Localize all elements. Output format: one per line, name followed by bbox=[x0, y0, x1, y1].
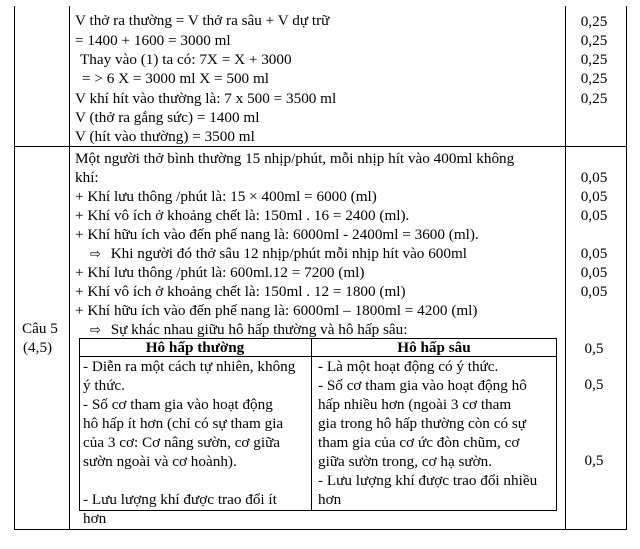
row-divider bbox=[14, 146, 627, 147]
outer-border-left bbox=[14, 6, 15, 530]
outer-border-bottom bbox=[14, 529, 627, 530]
arrow-right-icon: ⇨ bbox=[90, 323, 101, 338]
ct-border-bottom bbox=[79, 510, 557, 511]
q-score-7: 0,5 bbox=[584, 340, 604, 357]
ct-right-2: - Số cơ tham gia vào hoạt động hô bbox=[318, 377, 527, 394]
top-line-3: Thay vào (1) ta có: 7X = X + 3000 bbox=[80, 51, 292, 68]
q-score-1: 0,05 bbox=[580, 169, 608, 186]
ct-border-left bbox=[79, 338, 80, 511]
q-line-8: + Khí vô ích ở khoảng chết là: 150ml . 12 = 1800 (ml) bbox=[75, 283, 406, 300]
q-line-3: + Khí lưu thông /phút là: 15 × 400ml = 6000 (ml) bbox=[75, 188, 377, 205]
ct-left-2: ý thức. bbox=[83, 377, 125, 394]
ct-header-normal: Hô hấp thường bbox=[145, 339, 245, 356]
q-score-4: 0,05 bbox=[580, 245, 608, 262]
q-score-8: 0,5 bbox=[584, 376, 604, 393]
ct-border-mid bbox=[311, 338, 312, 511]
top-line-1: V thở ra thường = V thở ra sâu + V dự trữ bbox=[75, 12, 330, 29]
ct-header-deep: Hô hấp sâu bbox=[397, 339, 471, 356]
ct-right-4: gia trong hô hấp thường còn có sự bbox=[318, 415, 526, 432]
col-divider-1 bbox=[69, 6, 70, 530]
q-line-1: Một người thở bình thường 15 nhịp/phút, mỗi nhịp hít vào 400ml không bbox=[75, 150, 515, 167]
ct-left-3: - Số cơ tham gia vào hoạt động bbox=[83, 396, 273, 413]
col-divider-2 bbox=[565, 6, 566, 530]
top-line-6: V (thở ra gắng sức) = 1400 ml bbox=[75, 109, 260, 126]
q-line-10: Sự khác nhau giữu hô hấp thường và hô hấp sâu: bbox=[110, 321, 408, 338]
q-line-9: + Khí hữu ích vào đến phế nang là: 6000ml – 1800ml = 4200 (ml) bbox=[75, 302, 478, 319]
ct-border-right bbox=[556, 338, 557, 511]
ct-left-1: - Diễn ra một cách tự nhiên, không bbox=[83, 358, 296, 375]
arrow-right-icon: ⇨ bbox=[90, 247, 101, 262]
q-line-6-row bbox=[90, 245, 467, 264]
ct-left-8: hơn bbox=[83, 510, 107, 527]
q-line-2: khí: bbox=[75, 169, 99, 186]
q-line-5: + Khí hữu ích vào đến phế nang là: 6000ml - 2400ml = 3600 (ml). bbox=[75, 226, 479, 243]
q-score-3: 0,05 bbox=[580, 207, 608, 224]
q-line-6: Khi người đó thở sâu 12 nhịp/phút mỗi nhịp hít vào 600ml bbox=[110, 245, 468, 262]
ct-left-5: của 3 cơ: Cơ nâng sườn, cơ giữa bbox=[83, 434, 281, 451]
top-score-2: 0,25 bbox=[580, 32, 608, 49]
ct-right-7: - Lưu lượng khí được trao đổi nhiều bbox=[318, 472, 538, 489]
top-line-2: = 1400 + 1600 = 3000 ml bbox=[75, 32, 231, 49]
top-score-5: 0,25 bbox=[580, 90, 608, 107]
q-score-9: 0,5 bbox=[584, 452, 604, 469]
question-label: Câu 5 bbox=[22, 320, 58, 337]
top-score-4: 0,25 bbox=[580, 70, 608, 87]
ct-left-6: sườn ngoài và cơ hoành). bbox=[83, 453, 237, 470]
ct-right-5: tham gia của cơ ức đòn chũm, cơ bbox=[318, 434, 520, 451]
ct-left-4: hô hấp ít hơn (chỉ có sự tham gia bbox=[83, 415, 284, 432]
q-score-5: 0,05 bbox=[580, 264, 608, 281]
q-score-2: 0,05 bbox=[580, 188, 608, 205]
top-score-3: 0,25 bbox=[580, 51, 608, 68]
top-line-7: V (hít vào thường) = 3500 ml bbox=[75, 128, 255, 145]
ct-right-6: giữa sườn trong, cơ hạ sườn. bbox=[318, 453, 493, 470]
q-line-7: + Khí lưu thông /phút là: 600ml.12 = 7200 (ml) bbox=[75, 264, 365, 281]
outer-border-right bbox=[626, 6, 627, 530]
ct-right-1: - Là một hoạt động có ý thức. bbox=[318, 358, 499, 375]
ct-left-7: - Lưu lượng khí được trao đổi ít bbox=[83, 491, 277, 508]
ct-right-3: hấp nhiều hơn (ngoài 3 cơ tham bbox=[318, 396, 512, 413]
q-score-6: 0,05 bbox=[580, 283, 608, 300]
top-score-1: 0,25 bbox=[580, 13, 608, 30]
top-line-4: = > 6 X = 3000 ml X = 500 ml bbox=[82, 70, 269, 87]
top-line-5: V khí hít vào thường là: 7 x 500 = 3500 ml bbox=[75, 90, 337, 107]
ct-right-8: hơn bbox=[318, 491, 342, 508]
question-points: (4,5) bbox=[23, 339, 53, 356]
q-line-4: + Khí vô ích ở khoảng chết là: 150ml . 16 = 2400 (ml). bbox=[75, 207, 410, 224]
